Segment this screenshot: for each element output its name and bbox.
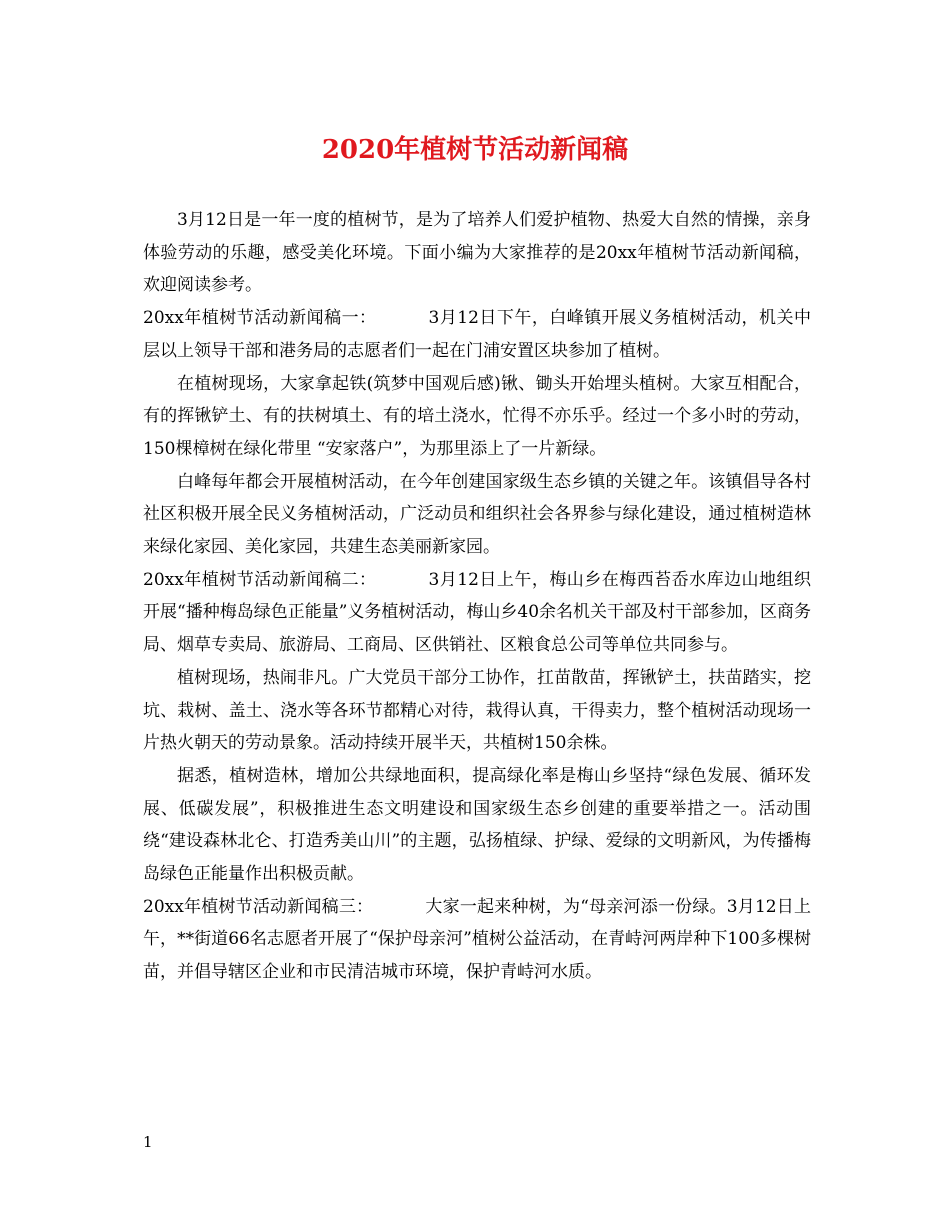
paragraph-planting-scene-2: 植树现场，热闹非凡。广大党员干部分工协作，扛苗散苗，挥锹铲土，扶苗踏实，挖坑、栽树、盖土、浇水等各环节都精心对待，栽得认真，干得卖力，整个植树活动现场一片热火朝天的劳动景象。活动持续开展半天，共植树150余株。 [143, 667, 811, 754]
news-text-2: 3月12日上午，梅山乡在梅西苔岙水库边山地组织开展“播种梅岛绿色正能量”义务植树活动，梅山乡40余名机关干部及村干部参加，区商务局、烟草专卖局、旅游局、工商局、区供销社、区粮食总公司等单位共同参与。 [143, 569, 812, 656]
paragraph-baifeng-activity: 白峰每年都会开展植树活动，在今年创建国家级生态乡镇的关键之年。该镇倡导各村社区积极开展全民义务植树活动，广泛动员和组织社会各界参与绿化建设，通过植树造林来绿化家园、美化家园，共建生态美丽新家园。 [143, 471, 811, 558]
news-heading-2: 20xx年植树节活动新闻稿二： [143, 569, 377, 590]
news-heading-1: 20xx年植树节活动新闻稿一： [143, 308, 377, 329]
article-body [143, 204, 811, 989]
news-heading-3: 20xx年植树节活动新闻稿三： [143, 896, 374, 917]
paragraph-news-3 [143, 891, 811, 989]
paragraph-planting-scene-1: 在植树现场，大家拿起铁(筑梦中国观后感)锹、锄头开始埋头植树。大家互相配合，有的挥锹铲土、有的扶树填土、有的培土浇水，忙得不亦乐乎。经过一个多小时的劳动，150棵樟树在绿化带里 “安家落户”，为那里添上了一片新绿。 [143, 373, 811, 459]
paragraph-news-2 [143, 564, 811, 662]
paragraph-meishan-green: 据悉，植树造林，增加公共绿地面积，提高绿化率是梅山乡坚持“绿色发展、循环发展、低碳发展”，积极推进生态文明建设和国家级生态乡创建的重要举措之一。活动围绕“建设森林北仑、打造秀美山川”的主题，弘扬植绿、护绿、爱绿的文明新风，为传播梅岛绿色正能量作出积极贡献。 [143, 765, 811, 885]
paragraph-news-1 [143, 302, 811, 367]
page-title: 2020年植树节活动新闻稿 [321, 135, 629, 165]
page-number: 1 [143, 1133, 153, 1151]
news-text-1: 3月12日下午，白峰镇开展义务植树活动，机关中层以上领导干部和港务局的志愿者们一起在门浦安置区块参加了植树。 [143, 308, 811, 361]
news-text-3: 大家一起来种树，为“母亲河添一份绿。3月12日上午，**街道66名志愿者开展了“保护母亲河”植树公益活动，在青峙河两岸种下100多棵树苗，并倡导辖区企业和市民清洁城市环境，保护青峙河水质。 [143, 896, 812, 983]
paragraph-intro: 3月12日是一年一度的植树节，是为了培养人们爱护植物、热爱大自然的情操，亲身体验劳动的乐趣，感受美化环境。下面小编为大家推荐的是20xx年植树节活动新闻稿，欢迎阅读参考。 [143, 210, 811, 296]
